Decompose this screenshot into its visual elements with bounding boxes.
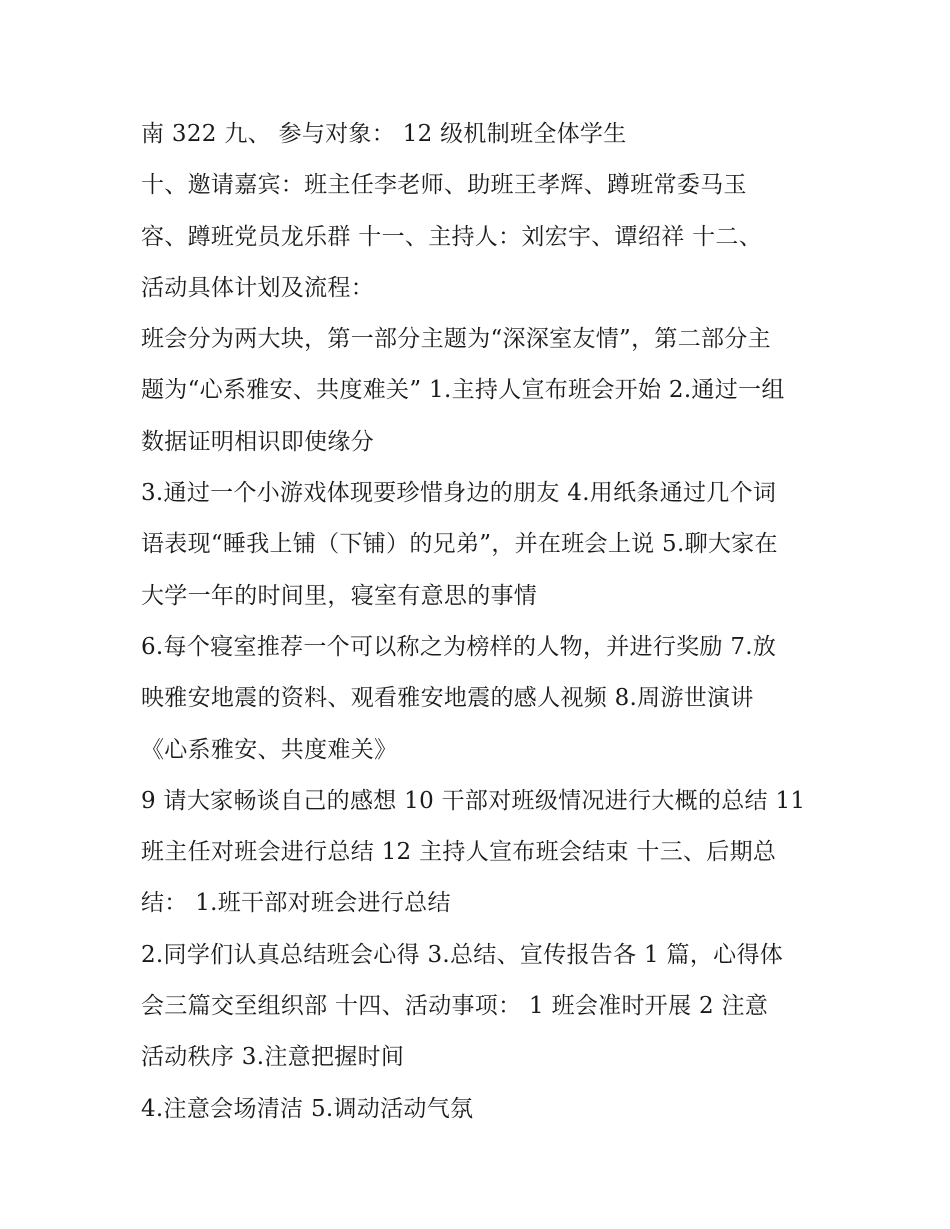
text-line: 大学一年的时间里，寝室有意思的事情 xyxy=(141,582,538,609)
text-line: 容、蹲班党员龙乐群 十一、主持人：刘宏宇、谭绍祥 十二、 xyxy=(141,223,763,250)
text-line: 题为“心系雅安、共度难关” 1.主持人宣布班会开始 2.通过一组 xyxy=(141,377,785,404)
text-line: 班会分为两大块，第一部分主题为“深深室友情”，第二部分主 xyxy=(141,326,771,353)
text-line: 2.同学们认真总结班会心得 3.总结、宣传报告各 1 篇，心得体 xyxy=(141,941,784,968)
text-line: 活动具体计划及流程： xyxy=(141,274,374,301)
text-line: 班主任对班会进行总结 12 主持人宣布班会结束 十三、后期总 xyxy=(141,839,777,866)
text-line: 6.每个寝室推荐一个可以称之为榜样的人物，并进行奖励 7.放 xyxy=(141,633,777,660)
text-line: 结： 1.班干部对班会进行总结 xyxy=(141,890,451,917)
text-line: 4.注意会场清洁 5.调动活动气氛 xyxy=(141,1095,474,1122)
text-line: 3.通过一个小游戏体现要珍惜身边的朋友 4.用纸条通过几个词 xyxy=(141,480,777,507)
text-line: 活动秩序 3.注意把握时间 xyxy=(141,1044,405,1071)
text-line: 南 322 九、 参与对象： 12 级机制班全体学生 xyxy=(141,121,627,147)
text-line: 《心系雅安、共度难关》 xyxy=(141,736,398,763)
text-line: 数据证明相识即使缘分 xyxy=(141,428,374,455)
text-line: 映雅安地震的资料、观看雅安地震的感人视频 8.周游世演讲 xyxy=(141,685,754,712)
text-line: 9 请大家畅谈自己的感想 10 干部对班级情况进行大概的总结 11 xyxy=(141,787,806,814)
body-text xyxy=(141,109,831,1135)
text-line: 会三篇交至组织部 十四、活动事项： 1 班会准时开展 2 注意 xyxy=(141,993,769,1020)
text-line: 十、邀请嘉宾：班主任李老师、助班王孝辉、蹲班常委马玉 xyxy=(141,172,747,199)
text-line: 语表现“睡我上铺（下铺）的兄弟”，并在班会上说 5.聊大家在 xyxy=(141,531,778,558)
